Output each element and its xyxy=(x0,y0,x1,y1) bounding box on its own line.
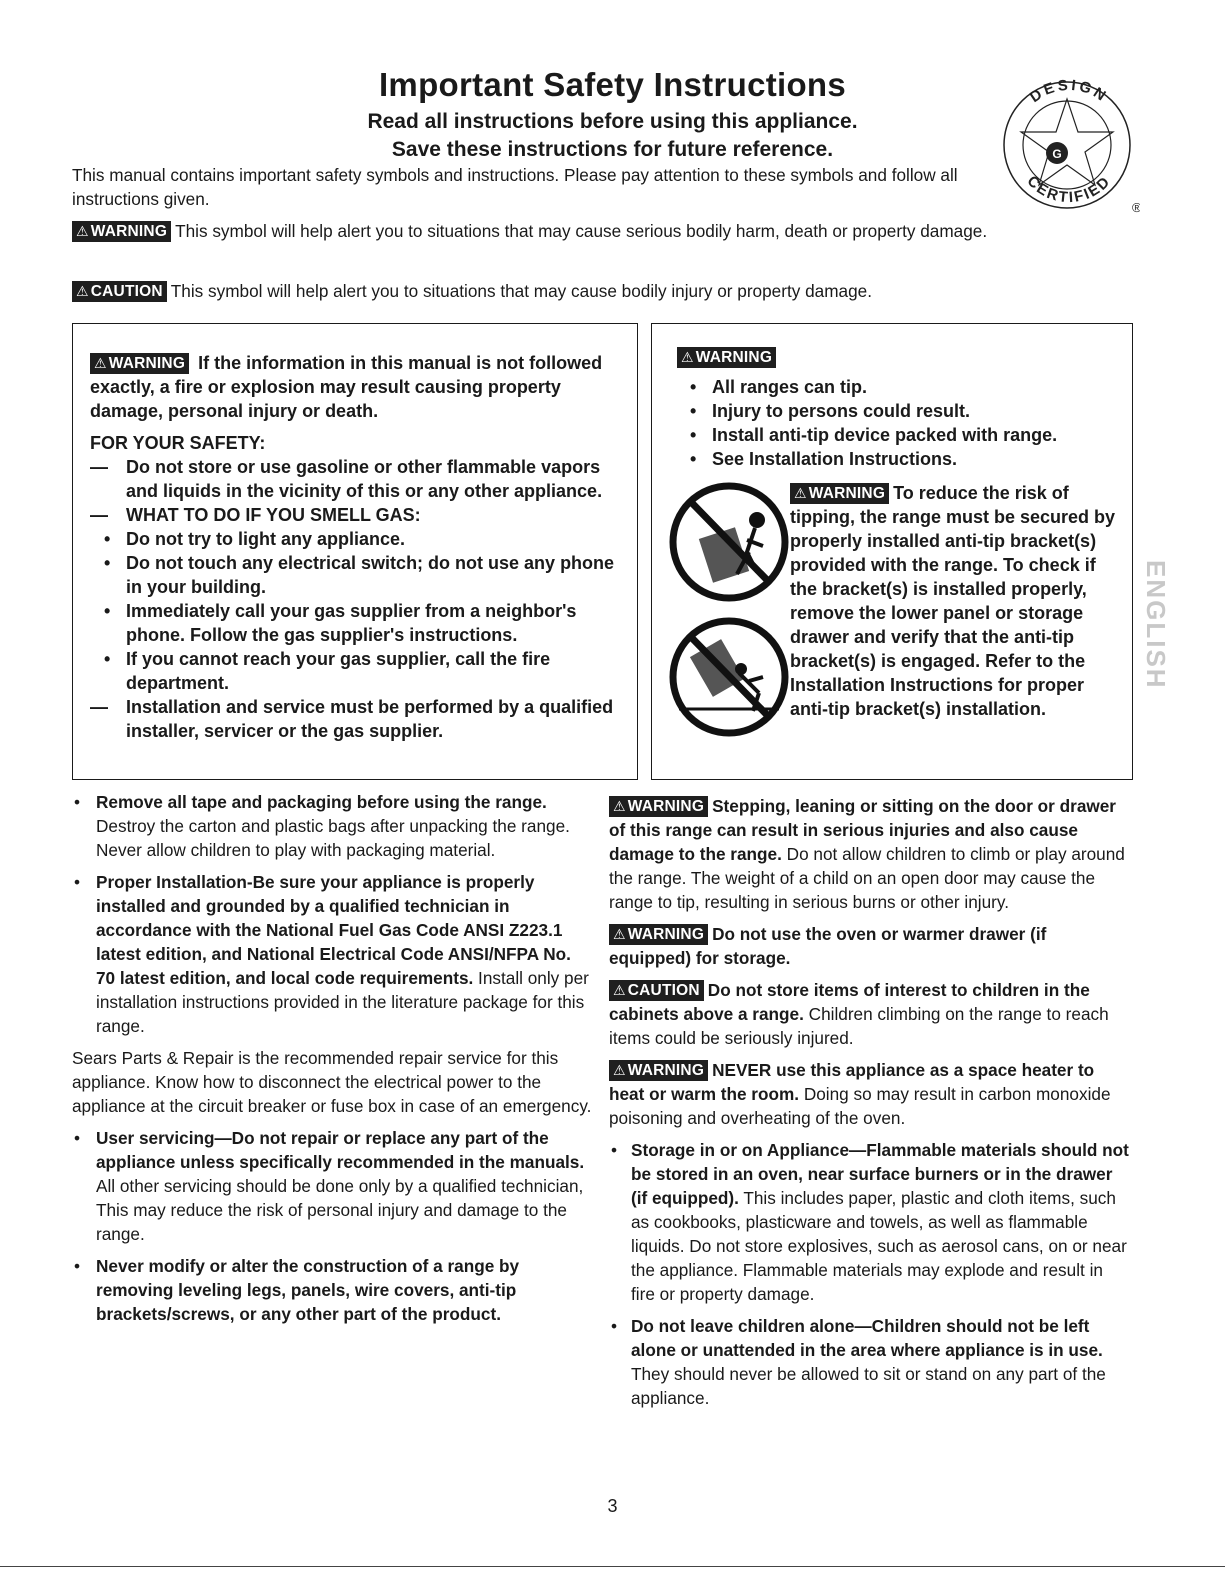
range-tipping-over-icon xyxy=(667,615,792,740)
list-item: • Do not touch any electrical switch; do not use any phone in your building. xyxy=(104,553,615,597)
warning-symbol-description: This symbol will help alert you to situations that may cause serious bodily harm, death or property damage. xyxy=(175,221,988,241)
left-column xyxy=(72,790,592,1326)
warning-badge: ⚠ WARNING xyxy=(609,796,708,817)
design-certified-seal xyxy=(995,70,1140,220)
warning-badge: ⚠ WARNING xyxy=(677,347,776,368)
caution-badge: ⚠ CAUTION xyxy=(72,281,167,302)
page-title: Important Safety Instructions xyxy=(378,66,847,103)
list-item: • If you cannot reach your gas supplier, call the fire department. xyxy=(104,649,551,693)
warning-triangle-icon: ⚠ xyxy=(94,355,107,371)
warning-triangle-icon: ⚠ xyxy=(794,485,807,501)
warning-symbol-line xyxy=(72,219,1032,243)
children-caution: ⚠ CAUTION Do not store items of interest to children in the cabinets above a range. Children climbing on the range to reach items could be seriously injured. xyxy=(609,980,1109,1048)
list-item: • All ranges can tip. xyxy=(690,377,868,397)
page-number: 3 xyxy=(607,1496,618,1516)
warning-badge: ⚠ WARNING xyxy=(790,483,889,504)
list-item: • Install anti-tip device packed with range. xyxy=(690,425,1058,445)
list-item: • See Installation Instructions. xyxy=(690,449,958,469)
warning-badge: ⚠ WARNING xyxy=(72,221,171,242)
subtitle-read: Read all instructions before using this appliance. xyxy=(367,110,858,133)
right-column xyxy=(609,794,1131,1410)
list-item: • Do not leave children alone—Children should not be left alone or unattended in the area where appliance is in use. They should never be allowed to sit or stand on any part of the appliance. xyxy=(611,1316,1106,1408)
list-item: — Do not store or use gasoline or other flammable vapors and liquids in the vicinity of this or any other appliance. xyxy=(90,457,603,501)
list-item: • Do not try to light any appliance. xyxy=(104,529,406,549)
language-tab: ENGLISH xyxy=(1141,560,1171,690)
list-item: • Immediately call your gas supplier from a neighbor's phone. Follow the gas supplier's instructions. xyxy=(104,601,577,645)
svg-text:DESIGN xyxy=(1027,77,1111,106)
warning-triangle-icon: ⚠ xyxy=(681,349,694,365)
list-item: • Injury to persons could result. xyxy=(690,401,971,421)
warning-triangle-icon: ⚠ xyxy=(613,798,626,814)
seal-bottom-text: CERTIFIED xyxy=(1023,172,1115,207)
caution-badge: ⚠ CAUTION xyxy=(609,980,704,1001)
storage-warning: ⚠ WARNING Do not use the oven or warmer drawer (if equipped) for storage. xyxy=(609,924,1047,968)
list-item: — WHAT TO DO IF YOU SMELL GAS: xyxy=(90,505,421,525)
list-item: • Never modify or alter the construction of a range by removing leveling legs, panels, wire covers, anti-tip brackets/screws, or any other part of the product. xyxy=(74,1256,520,1324)
caution-symbol-description: This symbol will help alert you to situations that may cause bodily injury or property damage. xyxy=(170,281,872,301)
repair-service-paragraph: Sears Parts & Repair is the recommended repair service for this appliance. Know how to disconnect the electrical power to the appliance at the circuit breaker or fuse box in case of an emergency. xyxy=(72,1048,592,1116)
door-warning: ⚠ WARNING Stepping, leaning or sitting on the door or drawer of this range can result in serious injuries and also cause damage to the range. Do not allow children to climb or play around the range. The weight of a child on an open door may cause the range to tip, resulting in serious burns or other injury. xyxy=(609,796,1125,912)
bottom-divider xyxy=(0,1566,1225,1567)
warning-triangle-icon: ⚠ xyxy=(613,982,626,998)
subtitle-save: Save these instructions for future reference. xyxy=(391,138,834,161)
caution-symbol-line xyxy=(72,279,1032,303)
warning-triangle-icon: ⚠ xyxy=(613,926,626,942)
warning-badge: ⚠ WARNING xyxy=(90,353,189,374)
registered-mark: ® xyxy=(1132,200,1140,215)
list-item: — Installation and service must be performed by a qualified installer, servicer or the gas supplier. xyxy=(90,697,614,741)
warning-badge: ⚠ WARNING xyxy=(609,1060,708,1081)
gas-warning-lead: ⚠ WARNING If the information in this manual is not followed exactly, a fire or explosion may result causing property damage, personal injury or death. xyxy=(90,353,603,421)
anti-tip-warning-header xyxy=(677,347,780,368)
child-tipping-range-icon xyxy=(667,480,792,605)
list-item: • Storage in or on Appliance—Flammable materials should not be stored in an oven, near surface burners or in the drawer (if equipped). This includes paper, plastic and cloth items, such as cookbooks, plasticware and towels, as well as flammable liquids. Do not store explosives, such as aerosol cans, on or near the appliance. Flammable materials may explode and result in fire or property damage. xyxy=(611,1140,1129,1304)
list-item: • Remove all tape and packaging before using the range. Destroy the carton and plastic bags after unpacking the range. Never allow children to play with packaging material. xyxy=(74,792,570,860)
space-heater-warning: ⚠ WARNING NEVER use this appliance as a space heater to heat or warm the room. Doing so may result in carbon monoxide poisoning and overheating of the oven. xyxy=(609,1060,1111,1128)
warning-triangle-icon: ⚠ xyxy=(76,283,89,299)
seal-top-text: DESIGN xyxy=(1026,76,1112,107)
list-item: • Proper Installation-Be sure your appliance is properly installed and grounded by a qualified technician in accordance with the National Fuel Gas Code ANSI Z223.1 latest edition, and National Electrical Code ANSI/NFPA No. 70 latest edition, and local code requirements. Install only per installation instructions provided in the literature package for this range. xyxy=(74,872,589,1036)
anti-tip-instructions: ⚠ WARNING To reduce the risk of tipping, the range must be secured by properly installed anti-tip bracket(s) provided with the range. To check if the bracket(s) is installed properly, remove the lower panel or storage drawer and verify that the anti-tip bracket(s) is engaged. Refer to the Installation Instructions for proper anti-tip bracket(s) installation. xyxy=(790,483,1116,719)
intro-text: This manual contains important safety symbols and instructions. Please pay attention to these symbols and follow all instructions given. xyxy=(72,165,958,209)
for-your-safety-heading: FOR YOUR SAFETY: xyxy=(90,433,266,453)
anti-tip-bullets xyxy=(690,375,1122,471)
gas-warning-content xyxy=(90,351,620,743)
warning-badge: ⚠ WARNING xyxy=(609,924,708,945)
svg-text:G: G xyxy=(1052,147,1062,161)
list-item: • User servicing—Do not repair or replace any part of the appliance unless specifically recommended in the manuals. All other servicing should be done only by a qualified technician, This may reduce the risk of personal injury and damage to the range. xyxy=(74,1128,585,1244)
warning-triangle-icon: ⚠ xyxy=(76,223,89,239)
warning-triangle-icon: ⚠ xyxy=(613,1062,626,1078)
